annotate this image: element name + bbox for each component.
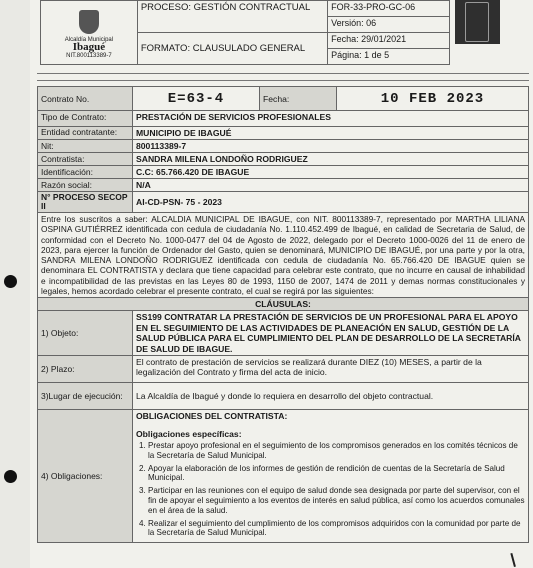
- proceso-title: PROCESO: GESTIÓN CONTRACTUAL: [137, 1, 327, 33]
- document-version: Versión: 06: [328, 17, 450, 33]
- identificacion-value: C.C: 65.766.420 DE IBAGUE: [133, 166, 529, 179]
- list-item: 2. Apoyar la elaboración de los informes de gestión de rendición de cuentas de la Secretaría de Salud Municipal.: [148, 464, 525, 484]
- coat-of-arms-icon: [79, 10, 99, 34]
- obligaciones-subtitle: Obligaciones específicas:: [136, 429, 242, 439]
- contract-no-value: E=63-4: [133, 87, 260, 111]
- obligaciones-title: OBLIGACIONES DEL CONTRATISTA:: [136, 411, 288, 421]
- plazo-value: El contrato de prestación de servicios se realizará durante DIEZ (10) MESES, a partir de la legalización del Contrato y firma del acta de inicio.: [133, 356, 529, 383]
- list-item: 3. Participar en las reuniones con el equipo de salud donde sea designada por parte del supervisor, con el fin de apoyar el seguimiento a los eventos de interés en salud pública, así como los acuerdos comunales en el área de la salud.: [148, 486, 525, 515]
- intro-paragraph: Entre los suscritos a saber: ALCALDIA MUNICIPAL DE IBAGUE, con NIT. 800113389-7, representado por MARTHA LILIANA OSPINA GUTIÉRREZ identificada con cedula de ciudadanía No. 1.110.452.499 de Ibagué, en calidad de Secretaria de Salud, de conformidad con el Decreto No. 1000-0477 del 04 de Agosto de 2022, delegado por el Decreto 1000-0026 del 11 de enero de 2023, para ejercer la función de Ordenador del Gasto, quien se denominará, MUNICIPIO DE IBAGUÉ, por una parte y por la otra, SANDRA MILENA LONDOÑO RODRIGUEZ identificada con cedula de ciudadanía No. 65.766.420 DE IBAGUE quien se denominara EL CONTRATISTA y declara que tiene capacidad para celebrar este contrato, que no incurre en causal de inhabilidad e incompatibilidad de las previstas en las Leyes 80 de 1993, 1150 de 2007, 1474 de 2011 y demas normas constitucionales y legales, hemos acordado celebrar el presente contrato, el cual se regirá por las siguientes:: [38, 213, 529, 298]
- razon-social-label: Razón social:: [38, 179, 133, 192]
- contract-table: [37, 86, 529, 543]
- lugar-value: La Alcaldía de Ibagué y donde lo requiera en desarrollo del objeto contractual.: [133, 383, 529, 410]
- page-number: Página: 1 de 5: [328, 49, 450, 65]
- plazo-label: 2) Plazo:: [38, 356, 133, 383]
- entidad-value: MUNICIPIO DE IBAGUÉ: [133, 127, 529, 140]
- clausulas-title: CLÁUSULAS:: [38, 298, 529, 311]
- contract-no-label: Contrato No.: [38, 87, 133, 111]
- nit-value: 800113389-7: [133, 140, 529, 153]
- logo-nit: NIT.800113389-7: [66, 53, 112, 59]
- razon-social-value: N/A: [133, 179, 529, 192]
- punch-hole: [4, 470, 17, 483]
- document-header: [40, 0, 450, 65]
- nit-label: Nit:: [38, 140, 133, 153]
- tipo-label: Tipo de Contrato:: [38, 111, 133, 127]
- fecha-value: 10 FEB 2023: [337, 87, 529, 111]
- tipo-value: PRESTACIÓN DE SERVICIOS PROFESIONALES: [133, 111, 529, 127]
- entidad-label: Entidad contratante:: [38, 127, 133, 140]
- objeto-label: 1) Objeto:: [38, 311, 133, 356]
- contratista-label: Contratista:: [38, 153, 133, 166]
- document-code: FOR-33-PRO-GC-06: [328, 1, 450, 17]
- lugar-label: 3)Lugar de ejecución:: [38, 383, 133, 410]
- proceso-secop-label: N° PROCESO SECOP II: [38, 192, 133, 213]
- alcaldia-logo: [41, 1, 138, 65]
- punch-hole: [4, 275, 17, 288]
- identificacion-label: Identificación:: [38, 166, 133, 179]
- fecha-label: Fecha:: [260, 87, 337, 111]
- obligaciones-label: 4) Obligaciones:: [38, 410, 133, 543]
- divider: [37, 80, 529, 81]
- objeto-value: SS199 CONTRATAR LA PRESTACIÓN DE SERVICIOS DE UN PROFESIONAL PARA EL APOYO EN EL SEGUIMIENTO DE LAS ACTIVIDADES DE PLANEACIÓN EN SALUD, GESTIÓN DE LA SALUD PÚBLICA PARA EL CUMPLIMIENTO DEL PLAN DE DESARROLLO DE LA SECRETARÍA DE SALUD DE IBAGUE.: [133, 311, 529, 356]
- logo-line: Alcaldía Municipal: [64, 37, 114, 43]
- logo-name: Ibagué: [72, 41, 106, 53]
- contratista-value: SANDRA MILENA LONDOÑO RODRIGUEZ: [133, 153, 529, 166]
- obligaciones-content: [133, 410, 529, 543]
- divider: [37, 73, 529, 74]
- quality-seal: [455, 0, 500, 44]
- list-item: 4. Realizar el seguimiento del cumplimiento de los compromisos adquiridos con la comunidad por parte de la Secretaría de Salud Municipal.: [148, 519, 525, 539]
- list-item: 1. Prestar apoyo profesional en el seguimiento de los compromisos generados en los comités técnicos de la Secretaría de Salud Municipal.: [148, 441, 525, 461]
- document-date: Fecha: 29/01/2021: [328, 33, 450, 49]
- proceso-secop-value: AI-CD-PSN- 75 - 2023: [133, 192, 529, 213]
- obligaciones-list: [148, 441, 525, 538]
- formato-title: FORMATO: CLAUSULADO GENERAL: [137, 33, 327, 65]
